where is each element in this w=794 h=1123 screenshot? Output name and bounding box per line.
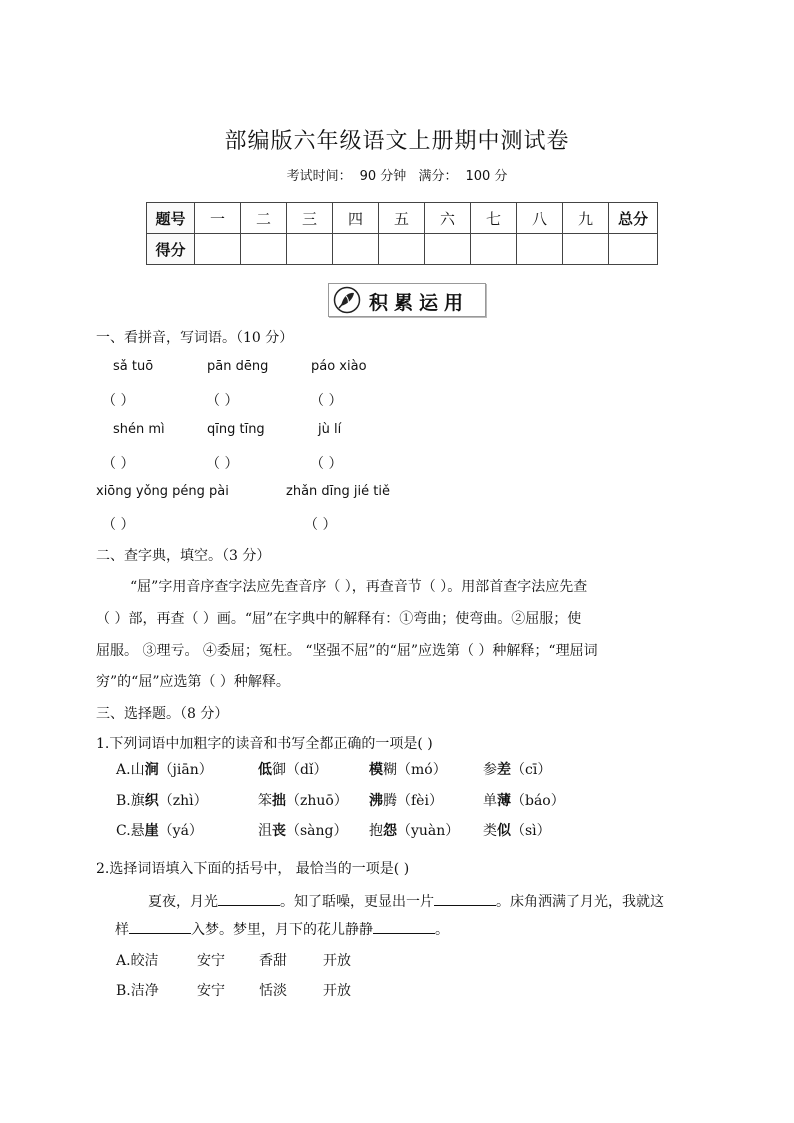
- bold-char: 拙: [272, 793, 286, 809]
- score-cell[interactable]: [333, 234, 379, 265]
- word-part: （jiān）: [158, 762, 213, 778]
- section-banner: [328, 283, 486, 317]
- header-cell: 七: [471, 203, 517, 234]
- option-row-c[interactable]: [116, 820, 203, 840]
- word-part: 腾（fèi）: [383, 793, 443, 809]
- header-cell: 五: [379, 203, 425, 234]
- exam-meta: [0, 165, 794, 184]
- word-part: 类: [483, 823, 497, 839]
- word-part: 御（dǐ）: [272, 762, 328, 778]
- fill-blank[interactable]: [373, 933, 435, 934]
- answer-bracket[interactable]: （ ）: [102, 517, 135, 533]
- score-cell[interactable]: [609, 234, 658, 265]
- word-part: （sàng）: [286, 823, 348, 839]
- pinyin: qīng tīng: [207, 422, 265, 437]
- paragraph-line: “屈”字用音序查字法应先查音序（ ），再查音节（ ）。用部首查字法应先查: [130, 579, 588, 595]
- word-part: 糊（mó）: [383, 762, 447, 778]
- word-part: （sì）: [511, 823, 551, 839]
- score-cell[interactable]: [425, 234, 471, 265]
- option-label: A.: [116, 953, 131, 969]
- score-cell[interactable]: [563, 234, 609, 265]
- header-cell: 六: [425, 203, 471, 234]
- option-word: 恬淡: [259, 983, 287, 999]
- header-cell: 总分: [609, 203, 658, 234]
- bold-char: 模: [369, 762, 383, 778]
- option-word: [483, 790, 565, 810]
- banner-text: 积累运用: [369, 292, 470, 314]
- option-word: 安宁: [197, 983, 225, 999]
- bold-char: 怨: [383, 823, 397, 839]
- answer-bracket[interactable]: （ ）: [206, 456, 239, 472]
- option-label: B.: [116, 983, 131, 999]
- answer-bracket[interactable]: （ ）: [102, 393, 135, 409]
- pinyin: xiōng yǒng péng pài: [96, 484, 229, 499]
- header-cell: 二: [241, 203, 287, 234]
- option-word: 开放: [323, 953, 351, 969]
- header-cell: 一: [195, 203, 241, 234]
- header-cell: 三: [287, 203, 333, 234]
- pinyin: pān dēng: [207, 359, 269, 374]
- header-cell: 题号: [147, 203, 195, 234]
- page-title: 部编版六年级语文上册期中测试卷: [224, 129, 570, 154]
- bold-char: 崖: [144, 823, 159, 839]
- paragraph-line: 穷”的“屈”应选第（ ）种解释。: [96, 674, 290, 690]
- answer-bracket[interactable]: （ ）: [102, 456, 135, 472]
- fill-blank[interactable]: [434, 905, 496, 906]
- text: 。知了聒噪，更显出一片: [280, 894, 434, 910]
- bold-char: 低: [258, 762, 272, 778]
- paragraph-line: 屈服。 ③理亏。 ④委屈；冤枉。 “坚强不屈”的“屈”应选第（ ）种解释；“理屈词: [96, 643, 598, 659]
- text: 入梦。梦里，月下的花儿静静: [191, 922, 373, 938]
- word-part: 抱: [369, 823, 383, 839]
- leaf-emblem-icon: [333, 286, 361, 314]
- bold-char: 似: [497, 823, 511, 839]
- word-part: 参: [483, 762, 497, 778]
- score-cell[interactable]: [379, 234, 425, 265]
- option-row-b[interactable]: [116, 980, 159, 1000]
- bold-char: 涧: [144, 762, 159, 778]
- score-cell[interactable]: [195, 234, 241, 265]
- score-table-header-row: [147, 203, 658, 234]
- option-word: [369, 820, 459, 840]
- score-cell[interactable]: [287, 234, 333, 265]
- pinyin: shén mì: [113, 422, 165, 437]
- answer-bracket[interactable]: （ ）: [310, 393, 343, 409]
- pinyin: zhǎn dīng jié tiě: [286, 484, 390, 499]
- text: 。床角洒满了月光，我就这: [496, 894, 664, 910]
- option-word: [369, 759, 447, 779]
- section1-heading: 一、看拼音，写词语。（10 分）: [96, 330, 294, 346]
- score-cell[interactable]: [471, 234, 517, 265]
- option-word: 安宁: [197, 953, 225, 969]
- fill-paragraph-line2: [115, 919, 449, 939]
- option-word: [258, 790, 348, 810]
- section3-heading: 三、选择题。（8 分）: [96, 706, 229, 722]
- header-cell: 九: [563, 203, 609, 234]
- option-row-a[interactable]: [116, 950, 159, 970]
- option-row-a[interactable]: [116, 759, 213, 779]
- bold-char: 薄: [497, 793, 511, 809]
- bold-char: 差: [497, 762, 511, 778]
- option-word: [369, 790, 443, 810]
- word-part: （cī）: [511, 762, 552, 778]
- pinyin: sǎ tuō: [113, 359, 154, 374]
- text: 。: [435, 922, 449, 938]
- word-part: 旗: [130, 793, 145, 809]
- option-label: A.: [116, 762, 131, 778]
- option-word: 洁净: [130, 983, 159, 999]
- fill-blank[interactable]: [129, 933, 191, 934]
- row-label: 得分: [147, 234, 195, 265]
- question-stem: 2.选择词语填入下面的括号中， 最恰当的一项是( ): [96, 861, 410, 877]
- bold-char: 织: [144, 793, 159, 809]
- word-part: （yuàn）: [397, 823, 460, 839]
- option-word: 开放: [323, 983, 351, 999]
- word-part: 单: [483, 793, 497, 809]
- bold-char: 沸: [369, 793, 383, 809]
- answer-bracket[interactable]: （ ）: [310, 456, 343, 472]
- score-cell[interactable]: [241, 234, 287, 265]
- score-value: 100 分: [465, 169, 508, 184]
- pinyin: jù lí: [318, 422, 342, 437]
- answer-bracket[interactable]: （ ）: [304, 517, 337, 533]
- section2-heading: 二、查字典，填空。（3 分）: [96, 548, 271, 564]
- option-word: 香甜: [259, 953, 287, 969]
- question-stem: 1.下列词语中加粗字的读音和书写全都正确的一项是( ): [96, 736, 433, 752]
- word-part: 山: [130, 762, 145, 778]
- score-table-score-row: [147, 234, 658, 265]
- word-part: 沮: [258, 823, 272, 839]
- header-cell: 四: [333, 203, 379, 234]
- header-cell: 八: [517, 203, 563, 234]
- fill-paragraph-line1: [148, 891, 664, 911]
- text: 样: [115, 922, 129, 938]
- bold-char: 丧: [272, 823, 286, 839]
- score-label: 满分：: [418, 169, 458, 184]
- option-label: B.: [116, 793, 131, 809]
- option-word: [483, 759, 551, 779]
- word-part: （yá）: [158, 823, 203, 839]
- score-cell[interactable]: [517, 234, 563, 265]
- answer-bracket[interactable]: （ ）: [206, 393, 239, 409]
- option-word: [258, 820, 348, 840]
- word-part: 悬: [130, 823, 145, 839]
- option-word: [483, 820, 551, 840]
- pinyin: páo xiào: [311, 359, 367, 374]
- option-label: C.: [116, 823, 131, 839]
- time-value: 90 分钟: [359, 169, 407, 184]
- fill-blank[interactable]: [218, 905, 280, 906]
- score-table: [146, 202, 658, 265]
- word-part: （zhuō）: [286, 793, 348, 809]
- paragraph-line: （ ）部，再查（ ）画。“屈”在字典中的解释有：①弯曲；使弯曲。②屈服；使: [96, 611, 582, 627]
- text: 夏夜，月光: [148, 894, 218, 910]
- word-part: 笨: [258, 793, 272, 809]
- time-label: 考试时间：: [286, 169, 352, 184]
- word-part: （báo）: [511, 793, 565, 809]
- word-part: （zhì）: [158, 793, 208, 809]
- option-word: [258, 759, 327, 779]
- option-row-b[interactable]: [116, 790, 208, 810]
- option-word: 皎洁: [130, 953, 159, 969]
